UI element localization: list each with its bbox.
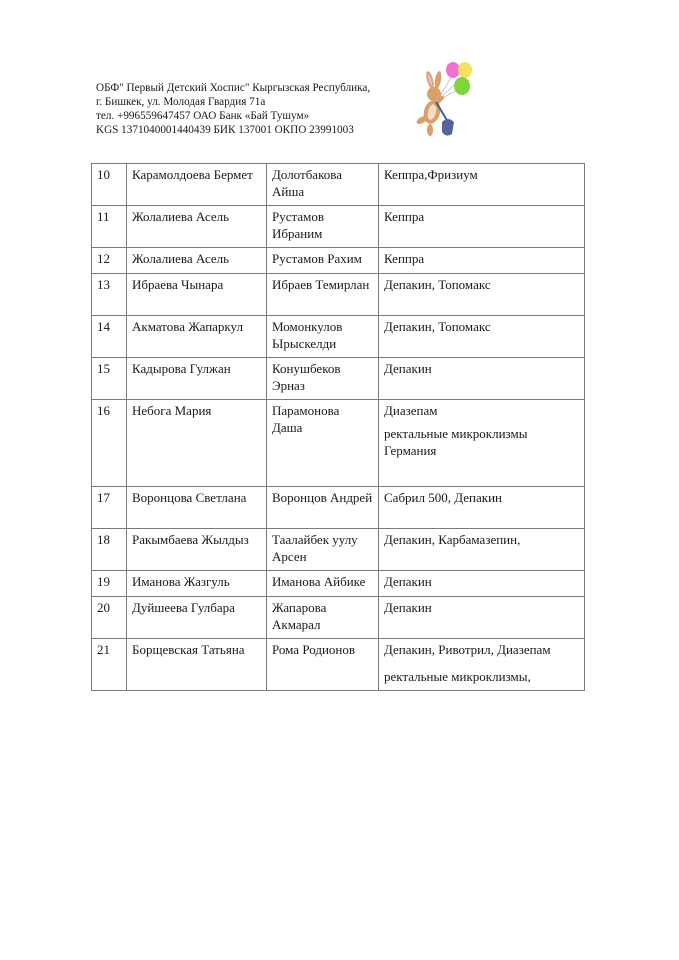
medication-line: Депакин <box>384 574 432 589</box>
parent-name-cell: Воронцова Светлана <box>127 487 267 529</box>
medication-cell <box>379 248 585 274</box>
table-row <box>92 529 585 571</box>
row-number-cell: 21 <box>92 639 127 691</box>
medication-line: Диазепам <box>384 403 438 418</box>
parent-name-cell: Ракымбаева Жылдыз <box>127 529 267 571</box>
medication-line: Депакин <box>384 361 432 376</box>
row-number-cell: 13 <box>92 274 127 316</box>
medication-line: Кеппра <box>384 209 425 224</box>
medication-line: ректальные микроклизмы, <box>384 669 531 684</box>
parent-name-cell: Кадырова Гулжан <box>127 358 267 400</box>
row-number-cell: 20 <box>92 597 127 639</box>
row-number-cell: 19 <box>92 571 127 597</box>
parent-name-cell: Дуйшеева Гулбара <box>127 597 267 639</box>
medication-line: Кеппра,Фризиум <box>384 167 478 182</box>
child-name-cell: Конушбеков Эрназ <box>267 358 379 400</box>
table-row <box>92 597 585 639</box>
child-name-cell: Ибраев Темирлан <box>267 274 379 316</box>
parent-name-cell: Иманова Жазгуль <box>127 571 267 597</box>
medication-cell <box>379 639 585 691</box>
parent-name-cell: Жолалиева Асель <box>127 248 267 274</box>
medication-cell <box>379 597 585 639</box>
child-name-cell: Воронцов Андрей <box>267 487 379 529</box>
parent-name-cell: Борщевская Татьяна <box>127 639 267 691</box>
organization-header <box>96 81 370 137</box>
row-number-cell: 12 <box>92 248 127 274</box>
row-number-cell: 15 <box>92 358 127 400</box>
medication-cell <box>379 571 585 597</box>
row-number-cell: 17 <box>92 487 127 529</box>
table-row <box>92 248 585 274</box>
medication-line: Депакин, Ривотрил, Диазепам <box>384 642 551 657</box>
medication-cell <box>379 316 585 358</box>
parent-name-cell: Жолалиева Асель <box>127 206 267 248</box>
row-number-cell: 18 <box>92 529 127 571</box>
table-row <box>92 400 585 487</box>
medication-cell <box>379 164 585 206</box>
medication-line: Депакин, Топомакс <box>384 277 491 292</box>
child-name-cell: Таалайбек уулу Арсен <box>267 529 379 571</box>
patients-table <box>91 163 585 691</box>
medication-cell <box>379 487 585 529</box>
table-row <box>92 571 585 597</box>
medication-line: Кеппра <box>384 251 425 266</box>
table-row <box>92 164 585 206</box>
medication-line: Депакин, Карбамазепин, <box>384 532 521 547</box>
medication-line: Сабрил 500, Депакин <box>384 490 503 505</box>
row-number-cell: 10 <box>92 164 127 206</box>
child-name-cell: Рустамов Ибраним <box>267 206 379 248</box>
table-row <box>92 316 585 358</box>
header-line-address: г. Бишкек, ул. Молодая Гвардия 71а <box>96 96 266 108</box>
table-row <box>92 358 585 400</box>
medication-line: Депакин <box>384 600 432 615</box>
bunny-with-balloons-icon <box>408 58 484 146</box>
child-name-cell: Иманова Айбике <box>267 571 379 597</box>
child-name-cell: Парамонова Даша <box>267 400 379 487</box>
child-name-cell: Долотбакова Айша <box>267 164 379 206</box>
header-line-bank-codes: KGS 1371040001440439 БИК 137001 ОКПО 23991003 <box>96 124 354 136</box>
medication-cell <box>379 358 585 400</box>
parent-name-cell: Ибраева Чынара <box>127 274 267 316</box>
header-line-phone-bank: тел. +996559647457 ОАО Банк «Бай Тушум» <box>96 110 310 122</box>
child-name-cell: Рома Родионов <box>267 639 379 691</box>
medication-cell <box>379 274 585 316</box>
medication-cell <box>379 529 585 571</box>
medication-cell <box>379 206 585 248</box>
child-name-cell: Жапарова Акмарал <box>267 597 379 639</box>
medication-cell <box>379 400 585 487</box>
table-row <box>92 487 585 529</box>
table-row <box>92 206 585 248</box>
medication-line: ректальные микроклизмы Германия <box>384 426 528 458</box>
child-name-cell: Рустамов Рахим <box>267 248 379 274</box>
parent-name-cell: Карамолдоева Бермет <box>127 164 267 206</box>
parent-name-cell: Небога Мария <box>127 400 267 487</box>
parent-name-cell: Акматова Жапаркул <box>127 316 267 358</box>
table-row <box>92 274 585 316</box>
header-line-org: ОБФ" Первый Детский Хоспис" Кыргызская Республика, <box>96 82 371 94</box>
medication-line: Депакин, Топомакс <box>384 319 491 334</box>
row-number-cell: 14 <box>92 316 127 358</box>
child-name-cell: Момонкулов Ырыскелди <box>267 316 379 358</box>
row-number-cell: 16 <box>92 400 127 487</box>
row-number-cell: 11 <box>92 206 127 248</box>
table-row <box>92 639 585 691</box>
